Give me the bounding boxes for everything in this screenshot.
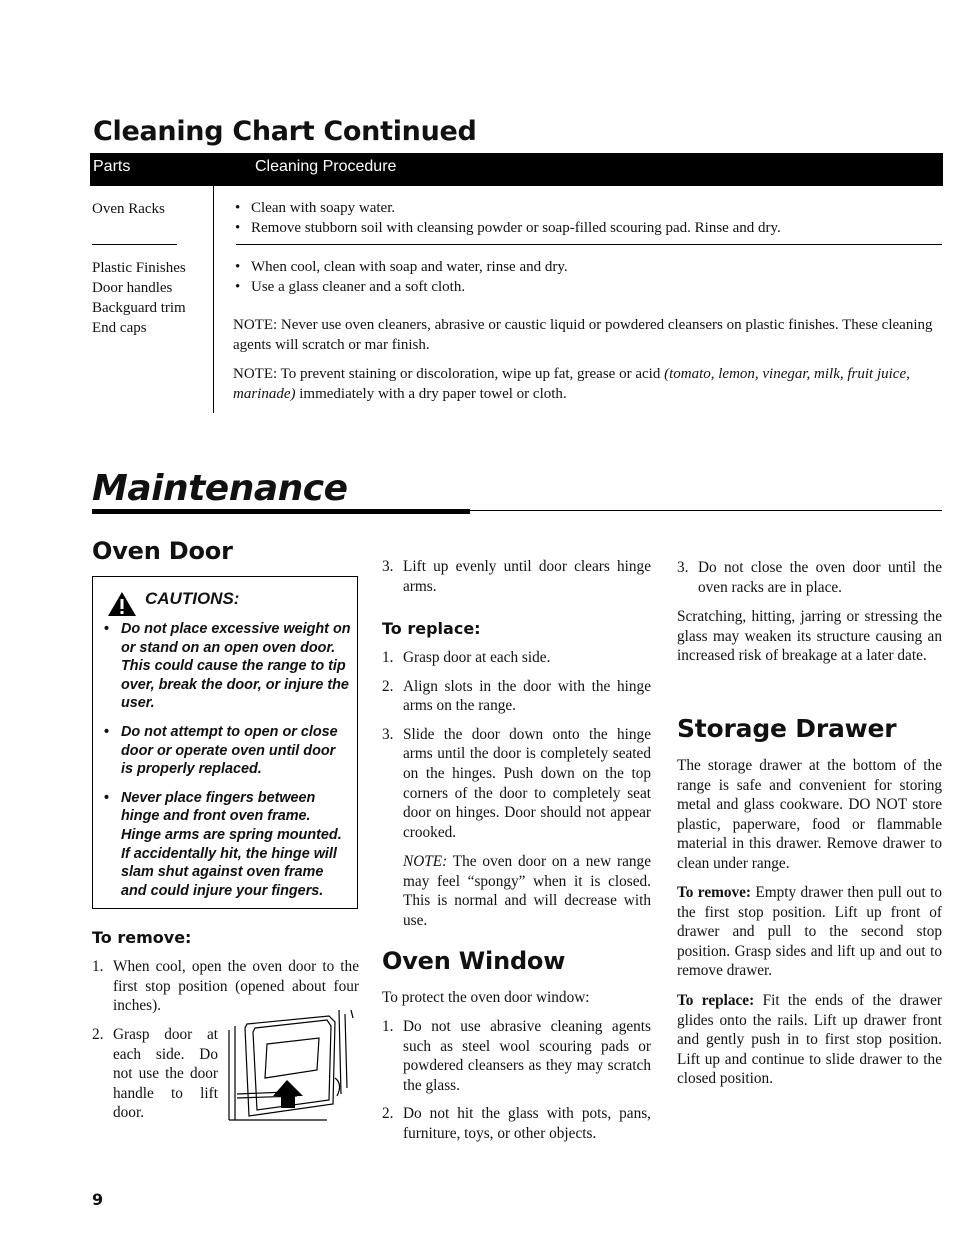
cautions-box [92,576,358,909]
note-label: NOTE: [403,853,448,870]
storage-drawer-remove [677,883,942,981]
step-text: When cool, open the oven door to the first stop position (opened about four inches). [113,958,359,1015]
oven-door-heading: Oven Door [92,537,233,565]
storage-drawer-heading: Storage Drawer [677,714,897,743]
step-text: Slide the door down onto the hinge arms until the door is completely seated on the hinges. Push down on the top corners of the door to completely seat door on hinges. Door should not appear crooked. [403,725,651,841]
procedure-bullet: • Use a glass cleaner and a soft cloth. [235,278,940,298]
step-text: Do not hit the glass with pots, pans, furniture, toys, or other objects. [403,1105,651,1142]
replace-step [382,677,651,716]
replace-label: To replace: [677,992,755,1009]
replace-step [382,725,651,843]
window-step [382,1104,651,1143]
caution-item: • Do not attempt to open or close door or operate oven until door is properly replaced. [101,723,351,779]
remove-label: To remove: [677,884,752,901]
warning-triangle-icon [107,591,137,617]
procedure-bullet: • Clean with soapy water. [235,199,940,219]
part-label: Door handles [92,280,173,296]
spongy-note [403,852,651,930]
part-label: Plastic Finishes [92,260,186,276]
part-label: Oven Racks [92,201,165,217]
replace-text: Fit the ends of the drawer glides onto the rails. Lift up drawer front and gently push in to first stop position. Lift up and continue to slide drawer to the closed position. [677,992,943,1088]
remove-step [92,957,359,1016]
maintenance-rule-thin [470,510,942,511]
note-plastic-cleaners [233,316,947,355]
step-text: Do not close the oven door until the oven racks are in place. [698,559,942,596]
oven-window-intro: To protect the oven door window: [382,989,590,1006]
storage-drawer-replace [677,991,942,1089]
note-staining [233,365,923,404]
step-number: 3. [382,558,394,575]
caution-item: • Never place fingers between hinge and front oven frame. Hinge arms are spring mounted. If accidentally hit, the hinge will slam shut against oven frame and could injure your fingers. [101,789,351,901]
maintenance-title: Maintenance [92,468,348,509]
page-number: 9 [92,1190,104,1209]
row-divider-left [92,244,177,245]
column-header-parts: Parts [93,158,131,175]
step-number: 1. [92,958,104,975]
storage-drawer-intro: The storage drawer at the bottom of the range is safe and convenient for storing metal and glass cookware. DO NOT store plastic, paperware, food or flammable material in this drawer. Remove drawer to clean under range. [677,757,942,872]
note-text: The oven door on a new range may feel “spongy” when it is closed. This is normal and will decrease with use. [403,853,651,929]
note-label: NOTE: [233,366,278,382]
procedure-bullet: • Remove stubborn soil with cleansing powder or soap-filled scouring pad. Rinse and dry. [235,219,940,239]
note-italic-examples: (tomato, lemon, vinegar, milk, fruit juice, marinade) [233,366,910,402]
part-plastic-finishes [92,258,186,338]
row-divider-right [236,244,942,245]
procedure-oven-racks [235,199,940,238]
maintenance-rule-thick [92,509,470,514]
window-step [677,558,942,597]
procedure-plastic-finishes [235,258,940,297]
procedure-bullet: • When cool, clean with soap and water, rinse and dry. [235,258,940,278]
step-text: Grasp door at each side. [403,649,551,666]
cautions-label: CAUTIONS: [145,589,240,608]
remove-steps-3 [382,557,651,605]
remove-step [92,1025,218,1123]
column-header-cleaning-procedure: Cleaning Procedure [255,158,397,175]
step-number: 2. [382,1105,394,1123]
replace-steps [382,648,651,851]
step-number: 3. [677,559,689,576]
caution-item: • Do not place excessive weight on or stand on an open oven door. This could cause the range to tip over, break the door, or injure the user. [101,620,351,713]
note-text: Never use oven cleaners, abrasive or caustic liquid or powdered cleansers on plastic finishes. These cleaning agents will scratch or mar finish. [233,317,933,353]
note-text: To prevent staining or discoloration, wipe up fat, grease or acid [277,366,665,382]
remove-text: Empty drawer then pull out to the first stop position. Lift up front of drawer and pull to the second stop position. Grasp sides and lift up and out to remove drawer. [677,884,942,980]
column-divider [213,186,214,413]
window-step [382,1017,651,1095]
step-number: 1. [382,1018,394,1035]
cleaning-chart-header [90,153,943,186]
part-label: Backguard trim [92,300,186,316]
part-label: End caps [92,320,147,336]
step-number: 2. [382,677,394,695]
step-number: 1. [382,649,394,666]
step-text: Do not use abrasive cleaning agents such as steel wool scouring pads or powdered cleansers as they may scratch the glass. [403,1018,651,1094]
note-text: immediately with a dry paper towel or cloth. [295,385,567,402]
cleaning-chart-title: Cleaning Chart Continued [93,116,477,147]
step-text: Grasp door at each side. Do not use the door handle to lift door. [113,1026,218,1122]
to-replace-heading: To replace: [382,619,481,638]
note-label: NOTE: [233,317,278,333]
oven-door-lift-illustration [227,1008,357,1124]
remove-steps-2 [92,1025,218,1132]
step-number: 2. [92,1026,104,1043]
oven-window-steps-2 [677,558,942,606]
step-number: 3. [382,725,394,743]
step-text: Align slots in the door with the hinge arms on the range. [403,677,651,715]
part-oven-racks [92,199,165,219]
cautions-list [101,620,351,910]
oven-window-heading: Oven Window [382,947,566,975]
step-text: Lift up evenly until door clears hinge arms. [403,558,651,595]
remove-step [382,557,651,596]
replace-step [382,648,651,668]
glass-warning-paragraph: Scratching, hitting, jarring or stressing the glass may weaken its structure causing an increased risk of breakage at a later date. [677,608,942,665]
to-remove-heading: To remove: [92,928,192,947]
oven-window-steps [382,1017,651,1153]
